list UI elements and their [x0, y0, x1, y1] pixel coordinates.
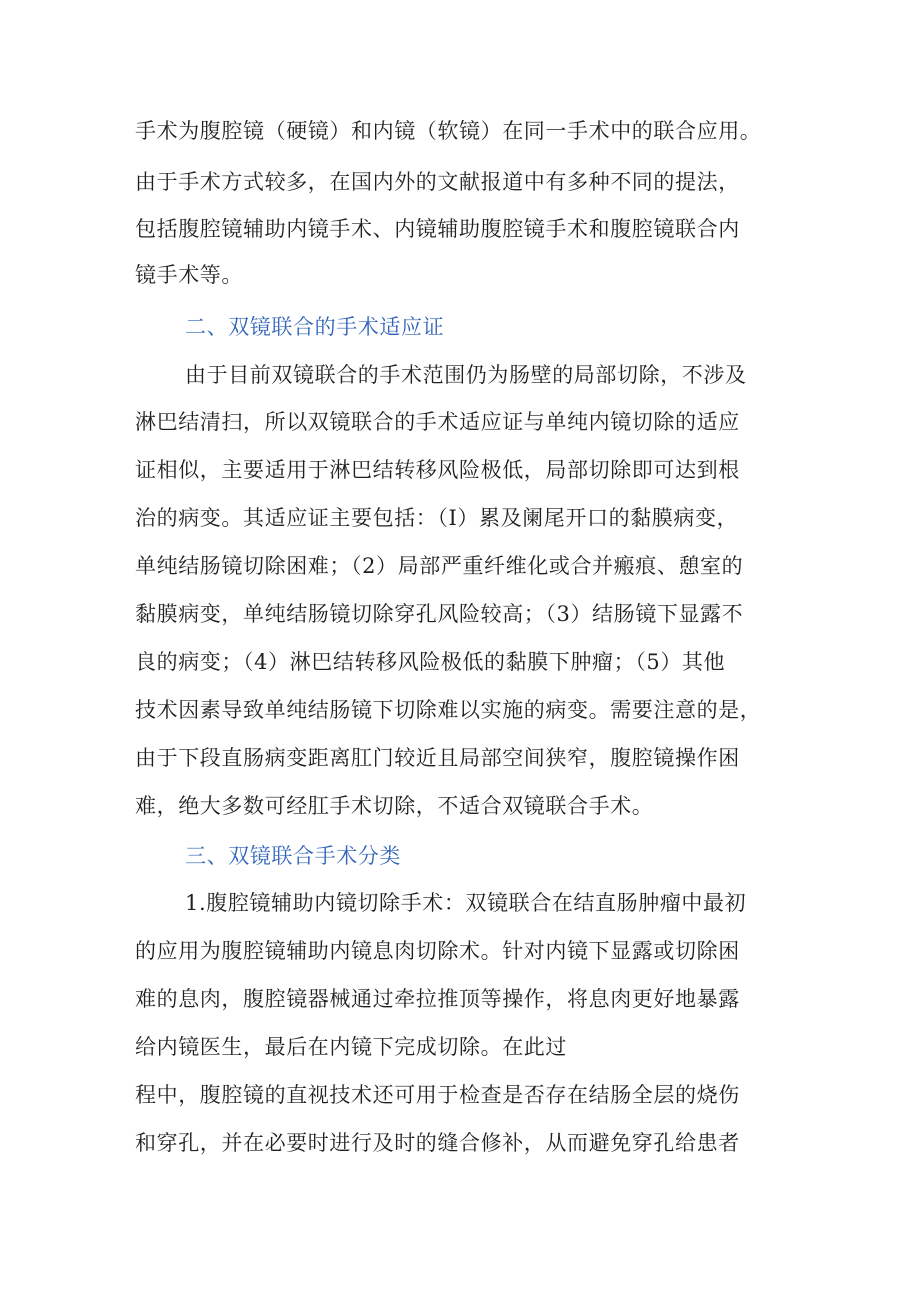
paragraph-1-line-4: 镜手术等。	[135, 263, 243, 287]
section-heading-classification: 三、双镜联合手术分类	[185, 844, 401, 868]
paragraph-2-line-6: 黏膜病变，单纯结肠镜切除穿孔风险较高；（3）结肠镜下显露不	[135, 602, 744, 626]
paragraph-1-line-3: 包括腹腔镜辅助内镜手术、内镜辅助腹腔镜手术和腹腔镜联合内	[135, 217, 740, 241]
paragraph-3-line-5: 程中，腹腔镜的直视技术还可用于检查是否存在结肠全层的烧伤	[135, 1083, 740, 1107]
paragraph-3-line-4: 给内镜医生，最后在内镜下完成切除。在此过	[135, 1035, 567, 1059]
paragraph-2-line-8: 技术因素导致单纯结肠镜下切除难以实施的病变。需要注意的是，	[135, 698, 762, 722]
paragraph-3-line-2: 的应用为腹腔镜辅助内镜息肉切除术。针对内镜下显露或切除困	[135, 939, 740, 963]
paragraph-1-line-1: 手术为腹腔镜（硬镜）和内镜（软镜）在同一手术中的联合应用。	[135, 119, 762, 143]
paragraph-2-line-4: 治的病变。其适应证主要包括：（I）累及阑尾开口的黏膜病变，	[135, 506, 739, 530]
paragraph-1-line-2: 由于手术方式较多，在国内外的文献报道中有多种不同的提法，	[135, 170, 740, 194]
paragraph-3-line-6: 和穿孔，并在必要时进行及时的缝合修补，从而避免穿孔给患者	[135, 1131, 740, 1155]
paragraph-3-line-1: 1.腹腔镜辅助内镜切除手术：双镜联合在结直肠肿瘤中最初	[185, 891, 747, 915]
paragraph-2-line-1: 由于目前双镜联合的手术范围仍为肠壁的局部切除，不涉及	[185, 363, 747, 387]
paragraph-3-line-3: 难的息肉，腹腔镜器械通过牵拉推顶等操作，将息肉更好地暴露	[135, 987, 740, 1011]
paragraph-2-line-3: 证相似，主要适用于淋巴结转移风险极低，局部切除即可达到根	[135, 458, 740, 482]
paragraph-2-line-7: 良的病变；（4）淋巴结转移风险极低的黏膜下肿瘤；（5）其他	[135, 650, 726, 674]
paragraph-2-line-9: 由于下段直肠病变距离肛门较近且局部空间狭窄，腹腔镜操作困	[135, 746, 740, 770]
paragraph-2-line-5: 单纯结肠镜切除困难；（2）局部严重纤维化或合并瘢痕、憩室的	[135, 554, 744, 578]
paragraph-2-line-10: 难，绝大多数可经肛手术切除，不适合双镜联合手术。	[135, 794, 654, 818]
section-heading-indications: 二、双镜联合的手术适应证	[185, 315, 445, 339]
paragraph-2-line-2: 淋巴结清扫，所以双镜联合的手术适应证与单纯内镜切除的适应	[135, 410, 740, 434]
